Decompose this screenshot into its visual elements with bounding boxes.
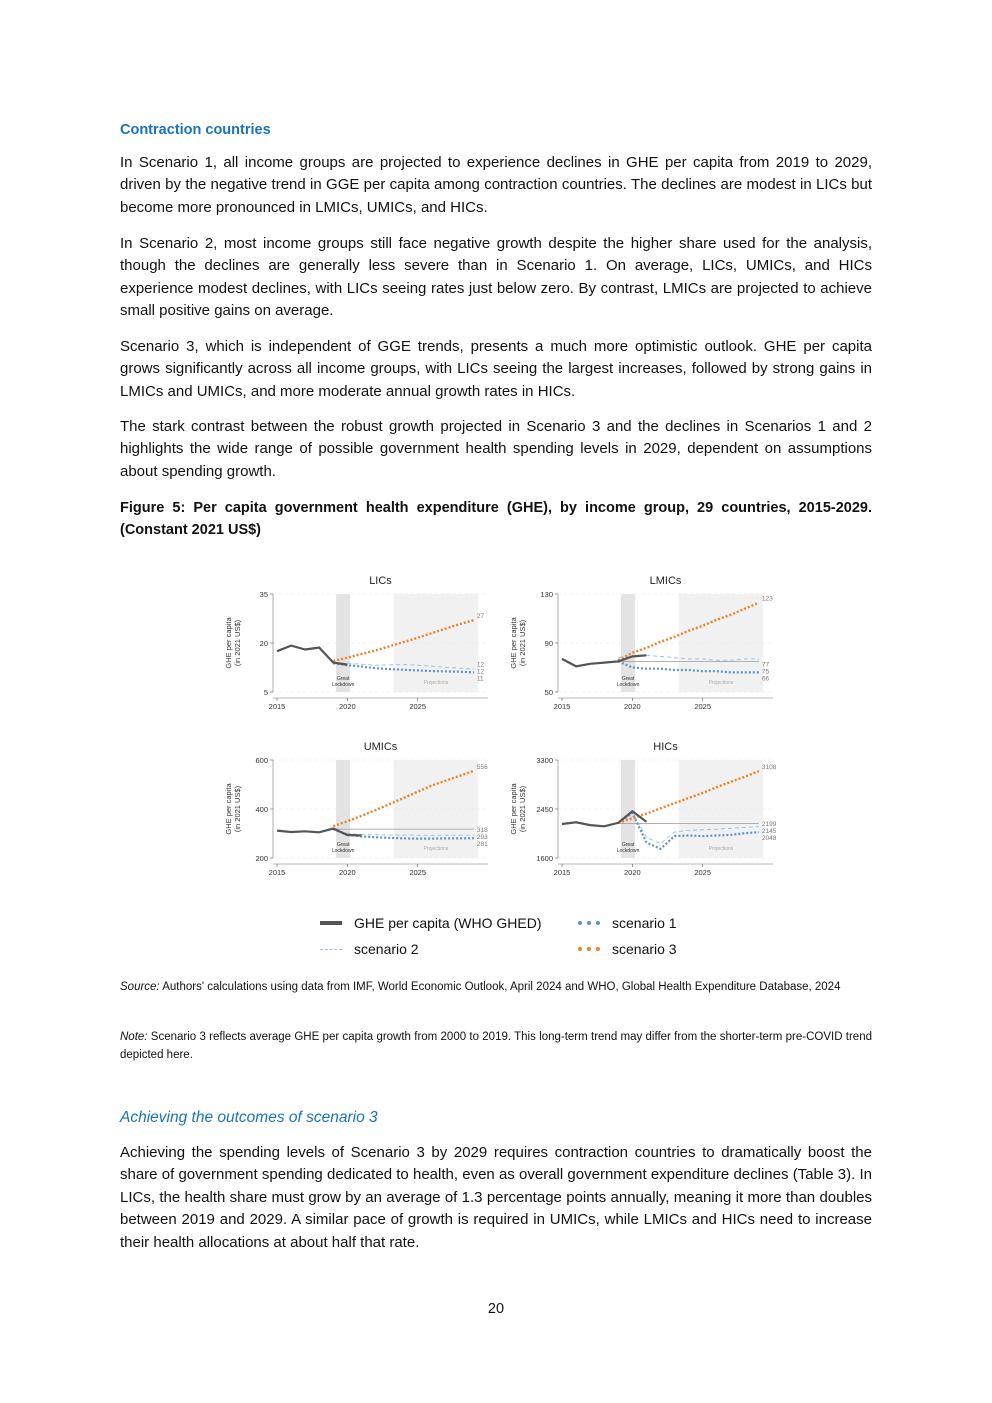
lockdown-label-line2: Lockdown <box>331 848 355 854</box>
chart-panel-lmics <box>509 575 773 711</box>
source-text: Authors' calculations using data from IMF, World Economic Outlook, April 2024 and WHO, Global Health Expenditure Database, 2024 <box>162 981 841 993</box>
y-axis-label-line1: GHE per capita <box>224 617 233 669</box>
chart-title: UMICs <box>363 741 398 753</box>
end-label-scenario3: 556 <box>476 763 488 771</box>
end-label-scenario2: 293 <box>476 834 488 842</box>
end-label-scenario1: 66 <box>761 675 770 683</box>
x-tick-label: 2015 <box>268 868 286 877</box>
lockdown-label-line1: Great <box>621 676 635 682</box>
y-axis-label <box>224 617 242 669</box>
section-title: Contraction countries <box>120 122 271 138</box>
y-tick-label: 90 <box>544 639 553 648</box>
note-label: Note: <box>120 1031 148 1043</box>
legend-scenario2-label: scenario 2 <box>354 941 419 957</box>
end-label-reference: 12 <box>476 661 485 669</box>
lockdown-label-line1: Great <box>621 842 635 848</box>
end-label-scenario1: 281 <box>476 841 488 849</box>
y-tick-label: 5 <box>263 688 268 697</box>
y-tick-label: 1600 <box>536 854 553 863</box>
chart-title: LICs <box>369 575 392 587</box>
legend-scenario3 <box>578 941 677 957</box>
end-label-scenario1: 2048 <box>761 835 777 843</box>
source-label: Source: <box>120 981 160 993</box>
lockdown-label-line1: Great <box>336 842 350 848</box>
x-tick-label: 2020 <box>338 868 356 877</box>
note-text: Scenario 3 reflects average GHE per capita growth from 2000 to 2019. This long-term trend may differ from the shorter-term pre-COVID trend depicted here. <box>120 1031 872 1061</box>
legend-scenario2 <box>320 941 419 957</box>
y-axis-label-line1: GHE per capita <box>224 783 233 835</box>
x-tick-label: 2020 <box>338 702 356 711</box>
projection-label: Projections <box>423 846 449 852</box>
y-tick-label: 400 <box>255 805 268 814</box>
chart-title: LMICs <box>649 575 682 587</box>
end-label-reference: 77 <box>761 661 770 669</box>
page-number: 20 <box>487 1301 505 1317</box>
x-tick-label: 2015 <box>268 702 286 711</box>
legend-scenario3-label: scenario 3 <box>612 941 677 957</box>
y-axis-label-line2: (in 2021 US$) <box>518 785 527 833</box>
x-tick-label: 2025 <box>694 868 712 877</box>
x-tick-label: 2020 <box>623 702 641 711</box>
end-label-reference: 2199 <box>761 821 777 829</box>
x-tick-label: 2015 <box>553 868 571 877</box>
legend-scenario1-swatch <box>578 921 600 925</box>
x-tick-label: 2025 <box>409 868 427 877</box>
x-tick-label: 2025 <box>694 702 712 711</box>
y-tick-label: 20 <box>259 639 268 648</box>
y-tick-label: 3300 <box>536 756 553 765</box>
figure-panels <box>200 562 800 892</box>
figure-source <box>120 979 872 997</box>
y-axis-label <box>224 783 242 835</box>
projection-label: Projections <box>423 680 449 686</box>
projection-label: Projections <box>708 680 734 686</box>
y-axis-label <box>509 617 527 669</box>
end-label-scenario2: 12 <box>476 668 485 676</box>
legend-scenario3-swatch <box>578 947 600 951</box>
legend-scenario1 <box>578 915 677 931</box>
legend-history-label: GHE per capita (WHO GHED) <box>354 915 542 931</box>
y-axis-label-line2: (in 2021 US$) <box>233 785 242 833</box>
end-label-scenario2: 2145 <box>761 828 777 836</box>
x-tick-label: 2015 <box>553 702 571 711</box>
figure-legend <box>320 915 720 965</box>
y-tick-label: 130 <box>540 590 553 599</box>
legend-history <box>320 915 541 931</box>
lockdown-label-line2: Lockdown <box>616 848 640 854</box>
legend-scenario2-swatch <box>320 949 342 950</box>
figure-note <box>120 1029 872 1064</box>
projection-label: Projections <box>708 846 734 852</box>
chart-panel-umics <box>224 741 488 877</box>
legend-scenario1-label: scenario 1 <box>612 915 677 931</box>
y-tick-label: 600 <box>255 756 268 765</box>
y-axis-label-line2: (in 2021 US$) <box>518 619 527 667</box>
paragraph-4: The stark contrast between the robust growth projected in Scenario 3 and the declines in Scenarios 1 and 2 highlights the wide range of possible government health spending levels in 2029, dependent on assumptions about spending growth. <box>120 418 872 480</box>
paragraph-3: Scenario 3, which is independent of GGE trends, presents a much more optimistic outlook. GHE per capita grows significantly across all income groups, with LICs seeing the largest increases, followed by strong gains in LMICs and UMICs, and more moderate annual growth rates in HICs. <box>120 338 872 400</box>
y-tick-label: 200 <box>255 854 268 863</box>
x-tick-label: 2020 <box>623 868 641 877</box>
lockdown-label-line2: Lockdown <box>616 682 640 688</box>
paragraph-1: In Scenario 1, all income groups are projected to experience declines in GHE per capita from 2019 to 2029, driven by the negative trend in GGE per capita among contraction countries. The declines are modest in LICs but become more pronounced in LMICs, UMICs, and HICs. <box>120 154 872 216</box>
y-axis-label-line1: GHE per capita <box>509 617 518 669</box>
chart-panel-lics <box>224 575 488 711</box>
paragraph-2: In Scenario 2, most income groups still face negative growth despite the higher share used for the analysis, though the declines are generally less severe than in Scenario 1. On average, LICs, UMICs, and HICs experience modest declines, with LICs seeing rates just below zero. By contrast, LMICs are projected to achieve small positive gains on average. <box>120 235 872 320</box>
y-tick-label: 50 <box>544 688 553 697</box>
chart-title: HICs <box>653 741 678 753</box>
figure-caption: Figure 5: Per capita government health expenditure (GHE), by income group, 29 countries, 2015-2029. (Constant 2021 US$) <box>120 500 872 538</box>
y-tick-label: 2450 <box>536 805 553 814</box>
y-tick-label: 35 <box>259 590 268 599</box>
y-axis-label-line1: GHE per capita <box>509 783 518 835</box>
end-label-scenario3: 123 <box>761 595 773 603</box>
legend-history-swatch <box>320 921 342 925</box>
end-label-scenario1: 11 <box>476 675 484 683</box>
end-label-scenario2: 75 <box>761 668 770 676</box>
subsection-title: Achieving the outcomes of scenario 3 <box>120 1109 378 1126</box>
paragraph-final: Achieving the spending levels of Scenario 3 by 2029 requires contraction countries to dramatically boost the share of government spending dedicated to health, even as overall government expenditure declines (Table 3). In LICs, the health share must grow by an average of 1.3 percentage points annually, meaning it more than doubles between 2019 and 2029. A similar pace of growth is required in UMICs, while LMICs and HICs need to increase their health allocations at about half that rate. <box>120 1144 872 1251</box>
y-axis-label <box>509 783 527 835</box>
x-tick-label: 2025 <box>409 702 427 711</box>
end-label-scenario3: 3108 <box>761 764 777 772</box>
end-label-reference: 318 <box>476 827 488 835</box>
end-label-scenario3: 27 <box>476 613 485 621</box>
chart-panel-hics <box>509 741 777 877</box>
lockdown-label-line1: Great <box>336 676 350 682</box>
lockdown-label-line2: Lockdown <box>331 682 355 688</box>
y-axis-label-line2: (in 2021 US$) <box>233 619 242 667</box>
